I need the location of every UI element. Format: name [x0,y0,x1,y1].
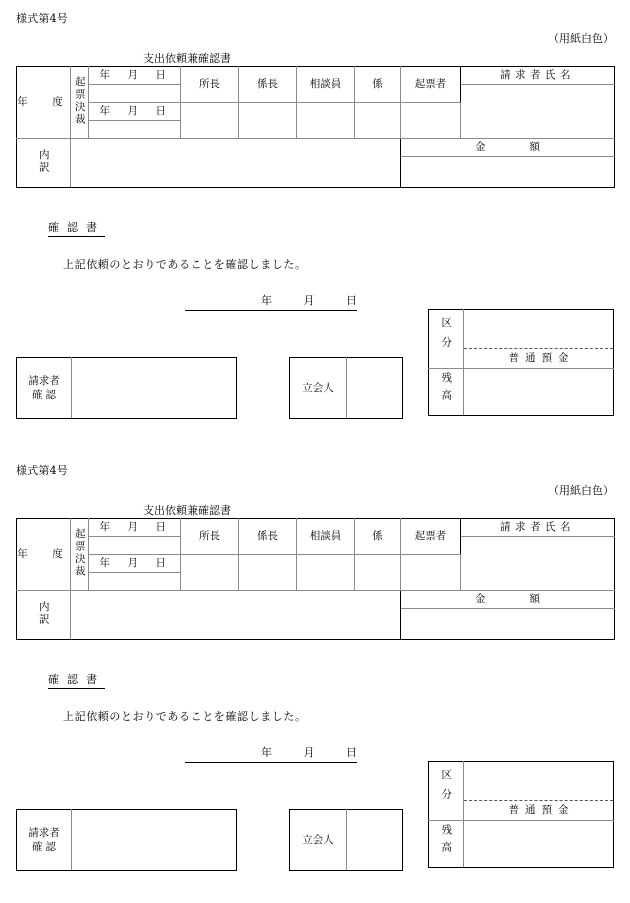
cell-kakaricho-stamp-2[interactable] [239,555,297,591]
cell-kihyosha-stamp-2[interactable] [401,555,461,591]
cell-breakdown-label-2 [17,591,71,640]
cell-amount-value-2[interactable] [401,609,615,640]
account-kubun-label-2 [429,762,464,821]
cell-kakari-stamp[interactable] [355,103,401,139]
witness-field-2[interactable] [347,810,403,871]
date-month-label: 月 [303,294,315,307]
date-year-label: 年 [261,294,272,307]
claimant-confirmation-field[interactable] [72,358,237,419]
witness-box [289,357,403,419]
claimant-confirm-line2-2: 確認 [32,841,59,853]
account-kubun-value: 普通預金 [464,348,613,368]
confirmation-title: 確認書 [48,219,105,237]
claimant-confirm-line2: 確認 [32,389,59,401]
account-zandaka-label [429,369,464,416]
kihyo-kessai-vertical-text-2: 起票決裁 [73,527,86,578]
cell-amount-header-2 [401,591,615,609]
cell-kihyosha-header-2: 起票者 [401,519,461,555]
paper-color-note-2: （用紙白色） [548,484,614,497]
claimant-confirmation-box-2 [16,809,237,871]
cell-sodanin-stamp[interactable] [297,103,355,139]
cell-sodanin-header-2: 相談員 [297,519,355,555]
cell-kakaricho-header: 係長 [239,67,297,103]
kubun-vertical-text: 区分 [440,317,453,357]
cell-kessai-date-header-2: 年 月 日 [89,555,181,573]
cell-fiscal-year-header: 年 度 [17,67,71,139]
expenditure-request-table [16,66,615,188]
claimant-confirmation-label-2 [17,810,72,871]
account-kubun-field-2[interactable] [464,762,614,821]
claimant-confirm-line1-2: 請求者 [28,826,60,839]
confirmation-title-2: 確認書 [48,671,105,689]
account-box-2 [428,761,614,868]
cell-amount-value[interactable] [401,157,615,188]
claimant-confirmation-field-2[interactable] [72,810,237,871]
cell-breakdown-value-2[interactable] [71,591,401,640]
date-year-label-2: 年 [261,746,272,759]
account-kubun-field[interactable] [464,310,614,369]
cell-kakaricho-header-2: 係長 [239,519,297,555]
cell-fiscal-year-header-2: 年 度 [17,519,71,591]
cell-amount-header [401,139,615,157]
confirmation-date-line[interactable] [185,292,357,311]
confirmation-sentence-2: 上記依頼のとおりであることを確認しました。 [63,710,307,723]
cell-claimant-name-value[interactable] [461,85,615,139]
cell-claimant-name-value-2[interactable] [461,537,615,591]
witness-box-2 [289,809,403,871]
breakdown-vertical-text: 内訳 [37,148,50,174]
cell-kessai-date-value-2[interactable] [89,573,181,591]
document-title: 支出依頼兼確認書 [143,52,231,65]
cell-kakari-header: 係 [355,67,401,103]
amount-label-kin: 金 [475,141,486,154]
cell-shocho-header: 所長 [181,67,239,103]
paper-color-note: （用紙白色） [548,32,614,45]
table-breakdown-header-row [17,139,615,157]
form-number-label-2: 様式第4号 [16,464,68,477]
account-kubun-label [429,310,464,369]
zandaka-vertical-text-2: 残高 [440,824,453,860]
kubun-vertical-text-2: 区分 [440,769,453,809]
cell-claimant-name-header-2: 請求者氏名 [461,519,615,537]
date-month-label-2: 月 [303,746,315,759]
cell-kihyo-date-header-2: 年 月 日 [89,519,181,537]
cell-shocho-header-2: 所長 [181,519,239,555]
cell-kessai-date-header: 年 月 日 [89,103,181,121]
date-day-label: 日 [346,294,357,307]
account-zandaka-field[interactable] [464,369,614,416]
witness-field[interactable] [347,358,403,419]
cell-shocho-stamp[interactable] [181,103,239,139]
document-title-2: 支出依頼兼確認書 [143,504,231,517]
zandaka-vertical-text: 残高 [440,372,453,408]
account-box [428,309,614,416]
form-copy-2 [0,452,630,902]
cell-kihyo-date-header: 年 月 日 [89,67,181,85]
breakdown-vertical-text-2: 内訳 [37,600,50,626]
cell-shocho-stamp-2[interactable] [181,555,239,591]
cell-sodanin-header: 相談員 [297,67,355,103]
account-kubun-value-2: 普通預金 [464,800,613,820]
cell-breakdown-value[interactable] [71,139,401,188]
date-day-label-2: 日 [346,746,357,759]
cell-breakdown-label [17,139,71,188]
confirmation-date-line-2[interactable] [185,744,357,763]
cell-claimant-name-header: 請求者氏名 [461,67,615,85]
amount-label-gaku: 額 [529,141,540,154]
claimant-confirm-line1: 請求者 [28,374,60,387]
account-zandaka-label-2 [429,821,464,868]
amount-label-gaku-2: 額 [529,593,540,606]
cell-kakaricho-stamp[interactable] [239,103,297,139]
witness-label-2: 立会人 [290,810,347,871]
form-number-label: 様式第4号 [16,12,68,25]
confirmation-sentence: 上記依頼のとおりであることを確認しました。 [63,258,307,271]
cell-kakari-stamp-2[interactable] [355,555,401,591]
claimant-confirmation-box [16,357,237,419]
table-header-row [17,67,615,85]
cell-kihyo-date-value[interactable] [89,85,181,103]
table-header-row-2 [17,519,615,537]
cell-kihyo-kessai-label [71,67,89,139]
witness-label: 立会人 [290,358,347,419]
claimant-confirmation-label [17,358,72,419]
cell-kihyo-kessai-label-2 [71,519,89,591]
kihyo-kessai-vertical-text: 起票決裁 [73,75,86,126]
amount-label-kin-2: 金 [475,593,486,606]
cell-kakari-header-2: 係 [355,519,401,555]
cell-kihyo-date-value-2[interactable] [89,537,181,555]
form-copy-1 [0,0,630,450]
expenditure-request-table-2 [16,518,615,640]
cell-kihyosha-header: 起票者 [401,67,461,103]
cell-sodanin-stamp-2[interactable] [297,555,355,591]
table-breakdown-header-row-2 [17,591,615,609]
account-zandaka-field-2[interactable] [464,821,614,868]
cell-kihyosha-stamp[interactable] [401,103,461,139]
cell-kessai-date-value[interactable] [89,121,181,139]
